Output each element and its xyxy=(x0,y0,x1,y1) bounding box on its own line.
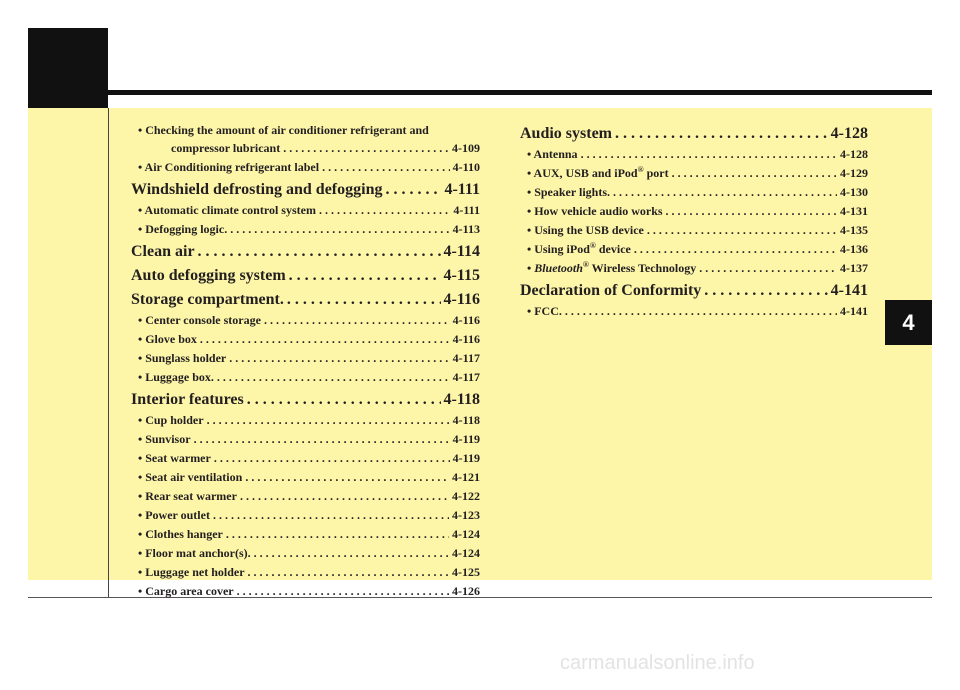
chapter-corner-block xyxy=(28,28,108,108)
toc-label: • Sunvisor xyxy=(138,432,191,446)
dot-leader xyxy=(214,368,450,387)
toc-label: • Luggage net holder xyxy=(138,565,245,579)
toc-page-number: 4-111 xyxy=(453,203,480,217)
toc-page-number: 4-124 xyxy=(452,546,480,560)
toc-page-number: 4-109 xyxy=(452,141,480,155)
toc-label: • Using the USB device xyxy=(527,223,644,237)
toc-label: compressor lubricant xyxy=(171,141,281,155)
dot-leader xyxy=(227,220,449,239)
toc-label: Auto defogging system xyxy=(131,267,286,284)
toc-label: Windshield defrosting and defogging xyxy=(131,181,383,198)
toc-entry[interactable] xyxy=(131,201,480,220)
toc-section[interactable] xyxy=(131,289,480,311)
dot-leader xyxy=(234,582,449,601)
toc-page-number: 4-136 xyxy=(840,242,868,256)
chapter-tab[interactable]: 4 xyxy=(885,300,932,345)
toc-page-number: 4-128 xyxy=(840,147,868,161)
toc-entry[interactable] xyxy=(131,349,480,368)
toc-page-number: 4-119 xyxy=(452,432,480,446)
toc-label: Audio system xyxy=(520,125,613,142)
toc-page-number: 4-129 xyxy=(840,166,868,180)
toc-label: • Using iPod® device xyxy=(527,241,631,256)
toc-label: • Clothes hanger xyxy=(138,527,223,541)
toc-page-number: 4-121 xyxy=(452,470,480,484)
toc-page-number: 4-128 xyxy=(830,125,868,142)
toc-page-number: 4-123 xyxy=(452,508,480,522)
toc-entry[interactable] xyxy=(131,563,480,582)
dot-leader xyxy=(210,506,449,525)
dot-leader xyxy=(631,240,837,259)
dot-leader xyxy=(284,289,441,311)
toc-entry[interactable] xyxy=(520,183,868,202)
dot-leader xyxy=(191,430,450,449)
dot-leader xyxy=(612,123,828,145)
dot-leader xyxy=(286,265,441,287)
toc-entry[interactable] xyxy=(520,145,868,164)
toc-label: • Center console storage xyxy=(138,313,261,327)
dot-leader xyxy=(578,145,837,164)
toc-entry[interactable] xyxy=(131,311,480,330)
toc-page-number: 4-125 xyxy=(452,565,480,579)
toc-column-right xyxy=(520,121,868,321)
header-rule xyxy=(108,90,932,95)
dot-leader xyxy=(663,202,837,221)
dot-leader xyxy=(251,544,449,563)
toc-page-number: 4-118 xyxy=(452,413,480,427)
toc-label: Clean air xyxy=(131,243,195,260)
toc-page-number: 4-117 xyxy=(452,370,480,384)
toc-label: Declaration of Conformity xyxy=(520,282,702,299)
dot-leader xyxy=(195,241,441,263)
toc-section[interactable] xyxy=(131,241,480,263)
toc-page-number: 4-131 xyxy=(840,204,868,218)
toc-entry[interactable] xyxy=(520,240,868,259)
toc-page-number: 4-137 xyxy=(840,261,868,275)
toc-label: Storage compartment. xyxy=(131,291,284,308)
dot-leader xyxy=(316,201,450,220)
toc-entry[interactable] xyxy=(131,582,480,601)
dot-leader xyxy=(562,302,837,321)
toc-page-number: 4-119 xyxy=(452,451,480,465)
dot-leader xyxy=(237,487,449,506)
toc-label: • Speaker lights. xyxy=(527,185,610,199)
toc-label: • Luggage box. xyxy=(138,370,214,384)
toc-entry[interactable] xyxy=(131,506,480,525)
toc-page-number: 4-117 xyxy=(452,351,480,365)
dot-leader xyxy=(223,525,449,544)
toc-column-left xyxy=(131,121,480,601)
toc-page-number: 4-114 xyxy=(443,243,480,260)
toc-label: • Glove box xyxy=(138,332,197,346)
toc-label: • Seat air ventilation xyxy=(138,470,243,484)
toc-section[interactable] xyxy=(131,179,480,201)
toc-page-number: 4-130 xyxy=(840,185,868,199)
toc-entry[interactable] xyxy=(131,487,480,506)
toc-entry[interactable] xyxy=(520,221,868,240)
toc-label: • Cargo area cover xyxy=(138,584,234,598)
dot-leader xyxy=(211,449,450,468)
toc-entry[interactable] xyxy=(131,468,480,487)
toc-entry[interactable] xyxy=(131,525,480,544)
dot-leader xyxy=(280,139,449,158)
toc-label: • Power outlet xyxy=(138,508,210,522)
margin-divider xyxy=(108,108,109,598)
toc-page-number: 4-116 xyxy=(452,313,480,327)
dot-leader xyxy=(197,330,450,349)
dot-leader xyxy=(319,158,450,177)
footer-watermark: carmanualsonline.info xyxy=(560,652,755,674)
dot-leader xyxy=(226,349,449,368)
toc-page-number: 4-115 xyxy=(443,267,480,284)
dot-leader xyxy=(669,164,837,183)
toc-label: • Bluetooth® Wireless Technology xyxy=(527,260,697,275)
toc-page-number: 4-110 xyxy=(452,160,480,174)
toc-entry[interactable] xyxy=(131,544,480,563)
toc-label: • Automatic climate control system xyxy=(138,203,316,217)
dot-leader xyxy=(242,468,449,487)
toc-entry[interactable] xyxy=(520,259,868,278)
dot-leader xyxy=(204,411,450,430)
toc-label: Interior features xyxy=(131,391,244,408)
toc-entry[interactable] xyxy=(520,164,868,183)
toc-section[interactable] xyxy=(520,280,868,302)
toc-page-number: 4-141 xyxy=(840,304,868,318)
toc-label: • Cup holder xyxy=(138,413,204,427)
toc-page-number: 4-122 xyxy=(452,489,480,503)
toc-page-number: 4-118 xyxy=(443,391,480,408)
dot-leader xyxy=(261,311,450,330)
dot-leader xyxy=(696,259,837,278)
toc-page-number: 4-116 xyxy=(452,332,480,346)
toc-label: • FCC. xyxy=(527,304,562,318)
toc-page-number: 4-113 xyxy=(452,222,480,236)
toc-label: • Floor mat anchor(s). xyxy=(138,546,251,560)
dot-leader xyxy=(610,183,837,202)
toc-label: • Air Conditioning refrigerant label xyxy=(138,160,320,174)
toc-entry[interactable] xyxy=(131,449,480,468)
toc-label: • Defogging logic. xyxy=(138,222,228,236)
toc-entry[interactable] xyxy=(131,368,480,387)
toc-page-number: 4-111 xyxy=(444,181,480,198)
toc-section[interactable] xyxy=(520,123,868,145)
dot-leader xyxy=(701,280,827,302)
toc-page-number: 4-126 xyxy=(452,584,480,598)
toc-label: • Seat warmer xyxy=(138,451,211,465)
toc-page-number: 4-135 xyxy=(840,223,868,237)
toc-entry[interactable] xyxy=(131,430,480,449)
toc-page-number: 4-141 xyxy=(830,282,868,299)
toc-entry[interactable] xyxy=(520,302,868,321)
toc-section[interactable] xyxy=(131,265,480,287)
dot-leader xyxy=(244,389,441,411)
dot-leader xyxy=(644,221,837,240)
toc-label: • AUX, USB and iPod® port xyxy=(527,165,669,180)
toc-entry[interactable] xyxy=(131,139,480,158)
toc-label: • How vehicle audio works xyxy=(527,204,663,218)
dot-leader xyxy=(382,179,441,201)
toc-entry[interactable] xyxy=(131,158,480,177)
toc-label: • Rear seat warmer xyxy=(138,489,237,503)
toc-section[interactable] xyxy=(131,389,480,411)
dot-leader xyxy=(245,563,449,582)
toc-page-number: 4-124 xyxy=(452,527,480,541)
toc-label: • Sunglass holder xyxy=(138,351,227,365)
toc-entry-line: • Checking the amount of air conditioner refrigerant and xyxy=(138,123,429,137)
toc-entry[interactable] xyxy=(520,202,868,221)
toc-label: • Antenna xyxy=(527,147,578,161)
toc-entry[interactable] xyxy=(131,330,480,349)
toc-entry[interactable] xyxy=(131,411,480,430)
toc-page-number: 4-116 xyxy=(443,291,480,308)
toc-entry[interactable] xyxy=(131,220,480,239)
